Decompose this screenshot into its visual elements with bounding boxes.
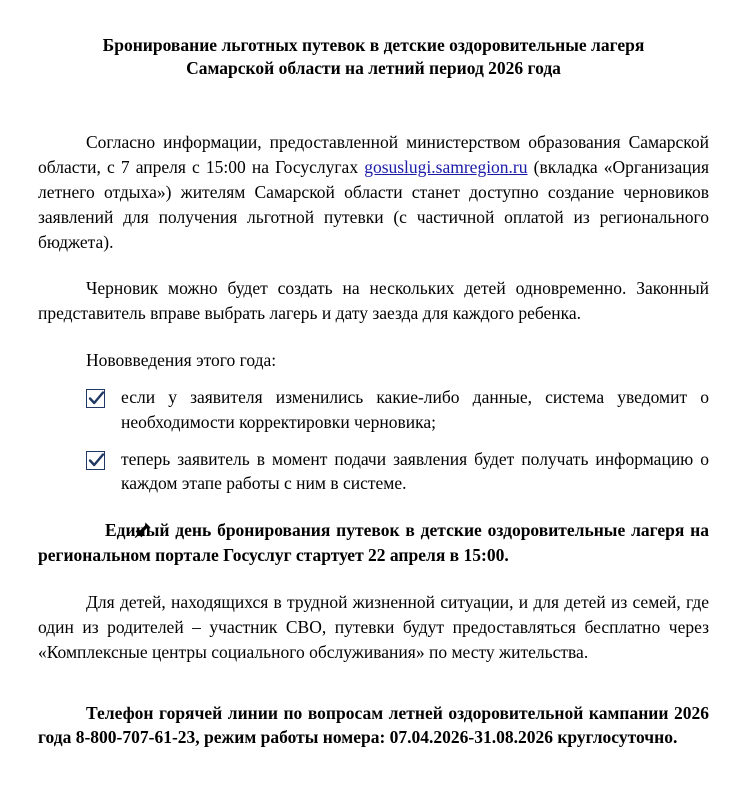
spacer [38,80,709,130]
paragraph-hotline: Телефон горячей линии по вопросам летней оздоровительной кампании 2026 года 8-800-707-61-23, режим работы номера: 07.04.2026-31.08.2026 круглосуточно. [38,702,709,748]
gosuslugi-link[interactable]: gosuslugi.samregion.ru [364,157,528,178]
pushpin-icon [86,521,104,539]
paragraph-free-vouchers: Для детей, находящихся в трудной жизненной ситуации, и для детей из семей, где один из родителей – участник СВО, путевки будут предоставляться бесплатно через «Комплексные центры социального обслуживания» по месту жительства. [38,592,709,662]
list-item [38,447,709,497]
spacer [38,435,709,447]
paragraph-intro-text-after-link: (вкладка «Организация летнего отдыха») жителям Самарской области станет доступно создание черновиков заявлений для получения льготной путевки (с частичной оплатой из регионального бюджета). [38,157,709,252]
page-title [54,34,693,80]
paragraph-draft: Черновик можно будет создать на нескольких детей одновременно. Законный представитель вправе выбрать лагерь и дату заезда для каждого ребенка. [38,278,709,324]
list-item [38,385,709,435]
checkbox-checked-icon [86,389,105,408]
spacer [38,496,709,518]
spacer [38,665,709,701]
paragraph-intro [38,130,709,254]
spacer [38,373,709,385]
page-title-line-1: Бронирование льготных путевок в детские оздоровительные лагеря [102,35,645,55]
spacer [38,568,709,590]
spacer [38,254,709,276]
paragraph-intro-text-before-link: Согласно информации, предоставленной министерством образования Самарской области, с 7 апреля с 15:00 на Госуслугах [38,132,709,178]
list-item-label: теперь заявитель в момент подачи заявления будет получать информацию о каждом этапе работы с ним в системе. [121,448,709,494]
checkbox-checked-icon [86,451,105,470]
page-title-line-2: Самарской области на летний период 2026 года [186,58,561,79]
paragraph-highlight-text: Единый день бронирования путевок в детские оздоровительные лагеря на региональном портале Госуслуг стартует 22 апреля в 15:00. [38,520,709,566]
paragraph-novelties-heading: Нововведения этого года: [86,350,277,371]
spacer [38,326,709,348]
list-item-label: если у заявителя изменились какие-либо данные, система уведомит о необходимости корректировки черновика; [121,386,709,432]
paragraph-highlight [38,518,709,568]
